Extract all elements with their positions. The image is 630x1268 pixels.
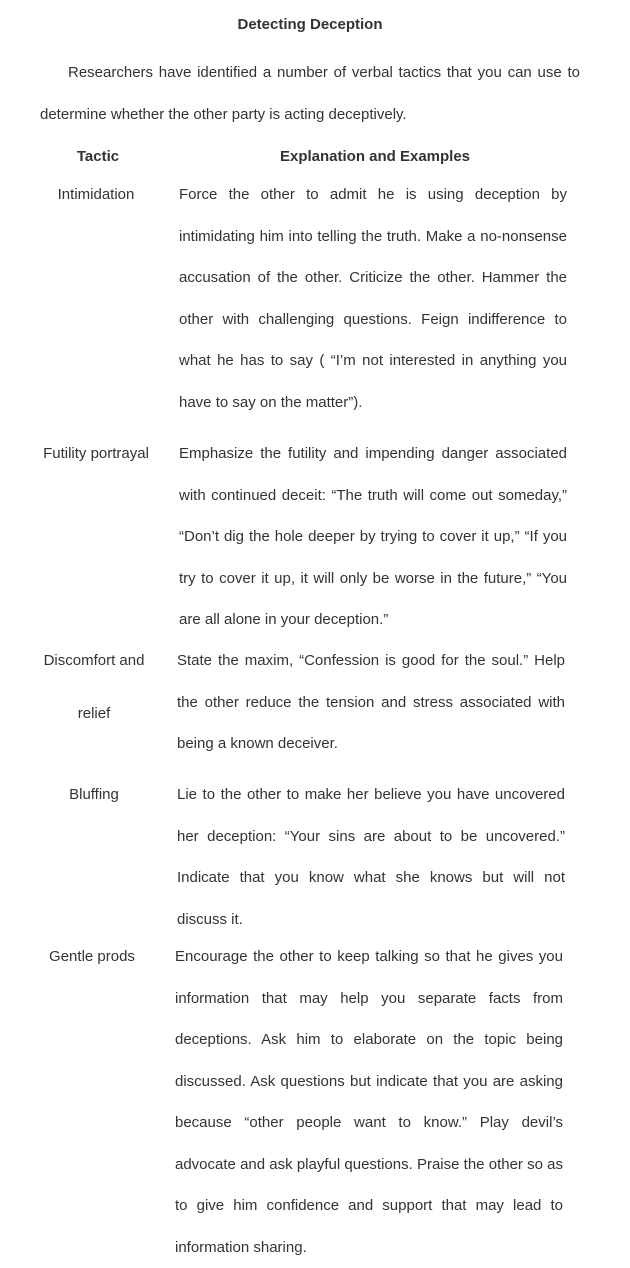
tactic-futility-portrayal: Futility portrayal bbox=[43, 445, 149, 462]
explanation-futility-portrayal: Emphasize the futility and impending danger associated with continued deceit: “The truth will come out someday,” “Don’t dig the hole deeper by trying to cover it up,” “If you try to cover it up, it will only be worse in the future,” “You are all alone in your deception.” bbox=[179, 445, 567, 628]
tactic-discomfort-relief-line2: relief bbox=[77, 705, 111, 722]
column-header-tactic: Tactic bbox=[76, 148, 120, 165]
explanation-bluffing: Lie to the other to make her believe you have uncovered her deception: “Your sins are about to be uncovered.” Indicate that you know what she knows but will not discuss it. bbox=[177, 786, 565, 928]
tactic-gentle-prods: Gentle prods bbox=[49, 948, 135, 965]
document-title: Detecting Deception bbox=[237, 16, 383, 33]
intro-text: Researchers have identified a number of verbal tactics that you can use to determine whether the other party is acting deceptively. bbox=[40, 64, 580, 123]
explanation-intimidation: Force the other to admit he is using deception by intimidating him into telling the truth. Make a no-nonsense accusation of the other. Criticize the other. Hammer the other with challenging questions. Feign indifference to what he has to say ( “I’m not interested in anything you have to say on the matter”). bbox=[179, 186, 567, 411]
explanation-gentle-prods: Encourage the other to keep talking so that he gives you information that may help you separate facts from deceptions. Ask him to elaborate on the topic being discussed. Ask questions but indicate that you are asking because “other people want to know.” Play devil’s advocate and ask playful questions. Praise the other so as to give him confidence and support that may lead to information sharing. bbox=[175, 948, 563, 1256]
intro-paragraph bbox=[40, 52, 580, 135]
explanation-discomfort-relief-text: State the maxim, “Confession is good for the soul.” Help the other reduce the tension and stress associated with being a known deceiver. bbox=[177, 652, 565, 752]
explanation-discomfort-relief bbox=[177, 640, 565, 765]
tactic-discomfort-relief-line1: Discomfort and bbox=[43, 652, 145, 669]
tactic-intimidation: Intimidation bbox=[57, 186, 135, 203]
column-header-explanation: Explanation and Examples bbox=[279, 148, 471, 165]
tactic-bluffing: Bluffing bbox=[69, 786, 119, 803]
